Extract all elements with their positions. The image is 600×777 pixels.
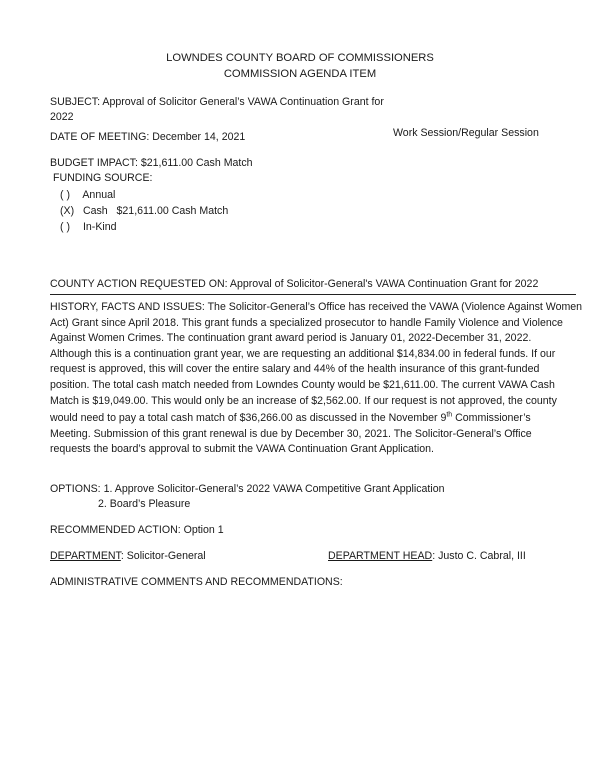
option-item: 1. Approve Solicitor-General’s 2022 VAWA Competitive Grant Application — [103, 483, 445, 495]
funding-option-annual: ( ) Annual — [60, 189, 116, 201]
subject-year: 2022 — [50, 111, 74, 123]
funding-source-label: FUNDING SOURCE: — [53, 172, 153, 184]
option-item: 2. Board’s Pleasure — [98, 498, 191, 510]
subject-line: SUBJECT: Approval of Solicitor General’s VAWA Continuation Grant for — [50, 96, 384, 108]
administrative-comments: ADMINISTRATIVE COMMENTS AND RECOMMENDATIONS: — [50, 576, 343, 588]
divider — [50, 294, 576, 295]
options-label: OPTIONS: — [50, 483, 101, 495]
county-action-requested: COUNTY ACTION REQUESTED ON: Approval of Solicitor-General's VAWA Continuation Grant for 2022 — [50, 278, 539, 290]
department-head: DEPARTMENT HEAD: Justo C. Cabral, III — [328, 550, 526, 562]
options-section — [50, 482, 445, 498]
budget-impact: BUDGET IMPACT: $21,611.00 Cash Match — [50, 157, 253, 169]
document-title: COMMISSION AGENDA ITEM — [223, 68, 377, 80]
history-facts-issues: HISTORY, FACTS AND ISSUES: The Solicitor-General’s Office has received the VAWA (Violence Against Women Act) Grant since April 2018. This grant funds a specialized prosecutor to handle Family Violence and Violence Against Women Crimes. The continuation grant award period is January 01, 2022-December 31, 2022. Although this is a continuation grant year, we are requesting an additional $14,834.00 in federal funds. If our request is approved, this will cover the entire salary and 44% of the health insurance of this grant-funded position. The total cash match needed from Lowndes County would be $21,611.00. The current VAWA Cash Match is $19,049.00. This would only be an increase of $2,562.00. If our request is not approved, the county would need to pay a total cash match of $36,266.00 as discussed in the November 9th Commissioner’s Meeting. Submission of this grant renewal is due by December 30, 2021. The Solicitor-General’s Office requests the board’s approval to submit the VAWA Continuation Grant Application. — [50, 301, 583, 456]
funding-option-cash: (X) Cash $21,611.00 Cash Match — [60, 205, 229, 217]
recommended-action: RECOMMENDED ACTION: Option 1 — [50, 524, 224, 536]
funding-option-inkind: ( ) In-Kind — [60, 221, 117, 233]
department: DEPARTMENT: Solicitor-General — [50, 550, 206, 562]
board-title: LOWNDES COUNTY BOARD OF COMMISSIONERS — [166, 52, 434, 64]
meeting-date: DATE OF MEETING: December 14, 2021 — [50, 131, 246, 143]
session-type: Work Session/Regular Session — [393, 127, 539, 139]
